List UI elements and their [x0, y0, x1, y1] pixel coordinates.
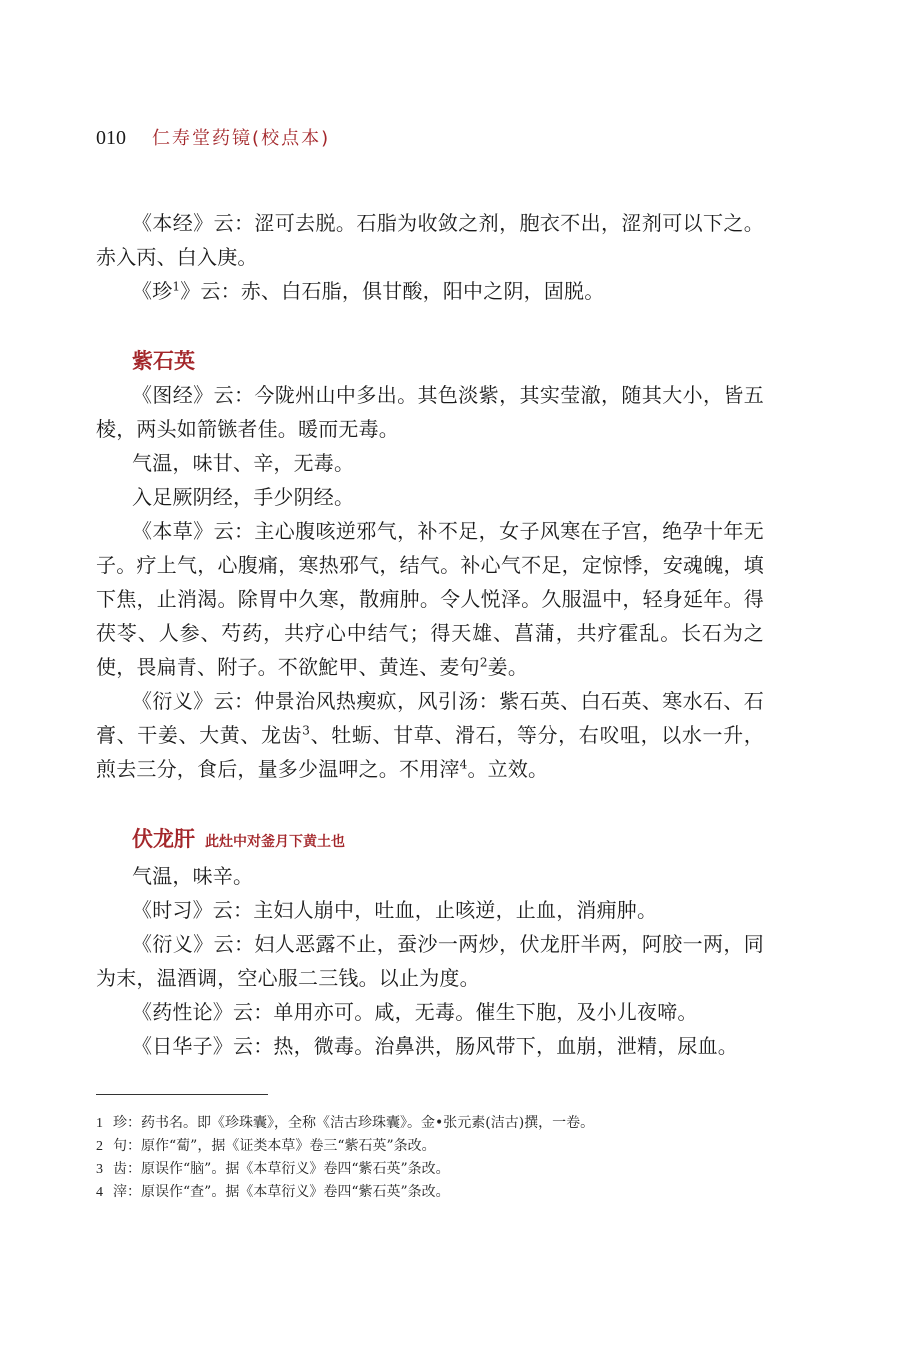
- page-header: [96, 124, 330, 153]
- footnote-ref-4: 4: [459, 757, 468, 772]
- footnote-number: 1: [96, 1116, 103, 1131]
- section-title-text: 伏龙肝: [132, 827, 195, 851]
- footnote-ref-2: 2: [479, 655, 488, 670]
- footnote-item: [96, 1181, 764, 1204]
- page-body: [96, 206, 764, 1063]
- paragraph-qiwen-2: 气温，味辛。: [132, 864, 254, 888]
- paragraph-shixi: 《时习》云：主妇人崩中，吐血，止咳逆，止血，消痈肿。: [132, 898, 658, 922]
- footnote-number: 4: [96, 1185, 103, 1200]
- footnote-ref-3: 3: [302, 723, 311, 738]
- paragraph-zhen: [96, 274, 764, 308]
- paragraph-yaoxinglun: 《药性论》云：单用亦可。咸，无毒。催生下胞，及小儿夜啼。: [132, 1000, 698, 1024]
- paragraph-text: 、牡蛎、甘草、滑石，等分，右㕮咀，以水一升，煎去三分，食后，量多少温呷之。不用滓: [96, 723, 764, 781]
- paragraph-yanyi: [96, 684, 764, 786]
- footnote-text: 滓：原误作“查”。据《本草衍义》卷四“紫石英”条改。: [113, 1184, 450, 1200]
- footnote-item: [96, 1112, 764, 1135]
- footnote-item: [96, 1135, 764, 1158]
- footnote-text: 齿：原误作“脑”。据《本草衍义》卷四“紫石英”条改。: [113, 1161, 450, 1177]
- paragraph-jingluo: 入足厥阴经，手少阴经。: [132, 485, 355, 509]
- footnote-number: 2: [96, 1139, 103, 1154]
- paragraph-benjing: 《本经》云：涩可去脱。石脂为收敛之剂，胞衣不出，涩剂可以下之。赤入丙、白入庚。: [96, 211, 764, 269]
- paragraph-text: 姜。: [487, 655, 529, 679]
- footnote-ref-1: 1: [172, 279, 181, 294]
- section-subtitle: 此灶中对釜月下黄土也: [205, 834, 345, 850]
- paragraph-rihuazi: 《日华子》云：热，微毒。治鼻洪，肠风带下，血崩，泄精，尿血。: [132, 1034, 738, 1058]
- paragraph-qiwen: 气温，味甘、辛，无毒。: [132, 451, 355, 475]
- footnote-text: 句：原作“蔔”，据《证类本草》卷三“紫石英”条改。: [113, 1138, 436, 1154]
- footnote-divider: [96, 1094, 268, 1095]
- paragraph-text: 《珍: [132, 279, 173, 303]
- footnote-number: 3: [96, 1162, 103, 1177]
- paragraph-text: 》云：赤、白石脂，俱甘酸，阳中之阴，固脱。: [180, 279, 605, 303]
- section-title-fulonggan: [96, 822, 764, 859]
- paragraph-tujing: 《图经》云：今陇州山中多出。其色淡紫，其实莹澈，随其大小，皆五棱，两头如箭镞者佳。暖而无毒。: [96, 383, 764, 441]
- section-title-zishiying: [96, 344, 764, 378]
- book-title: 仁寿堂药镜(校点本): [152, 128, 331, 149]
- paragraph-text: 《衍义》云：仲景治风热瘈疭，风引汤：紫石英、白石英、寒水石、石膏、干姜、大黄、龙齿: [96, 689, 764, 747]
- paragraph-yanyi-2: 《衍义》云：妇人恶露不止，蚕沙一两炒，伏龙肝半两，阿胶一两，同为末，温酒调，空心服二三钱。以止为度。: [96, 932, 764, 990]
- footnote-item: [96, 1158, 764, 1181]
- section-title-text: 紫石英: [132, 349, 195, 373]
- page-number: 010: [96, 127, 126, 149]
- paragraph-text: 。立效。: [467, 757, 549, 781]
- paragraph-text: 《本草》云：主心腹咳逆邪气，补不足，女子风寒在子宫，绝孕十年无子。疗上气，心腹痛，寒热邪气，结气。补心气不足，定惊悸，安魂魄，填下焦，止消渴。除胃中久寒，散痈肿。令人悦泽。久服温中，轻身延年。得茯苓、人参、芍药，共疗心中结气；得天雄、菖蒲，共疗霍乱。长石为之使，畏扁青、附子。不欲鮀甲、黄连、麦句: [96, 519, 764, 679]
- footnotes: [96, 1112, 764, 1204]
- paragraph-bencao: [96, 514, 764, 684]
- footnote-text: 珍：药书名。即《珍珠囊》，全称《洁古珍珠囊》。金•张元素(洁古)撰，一卷。: [113, 1115, 595, 1131]
